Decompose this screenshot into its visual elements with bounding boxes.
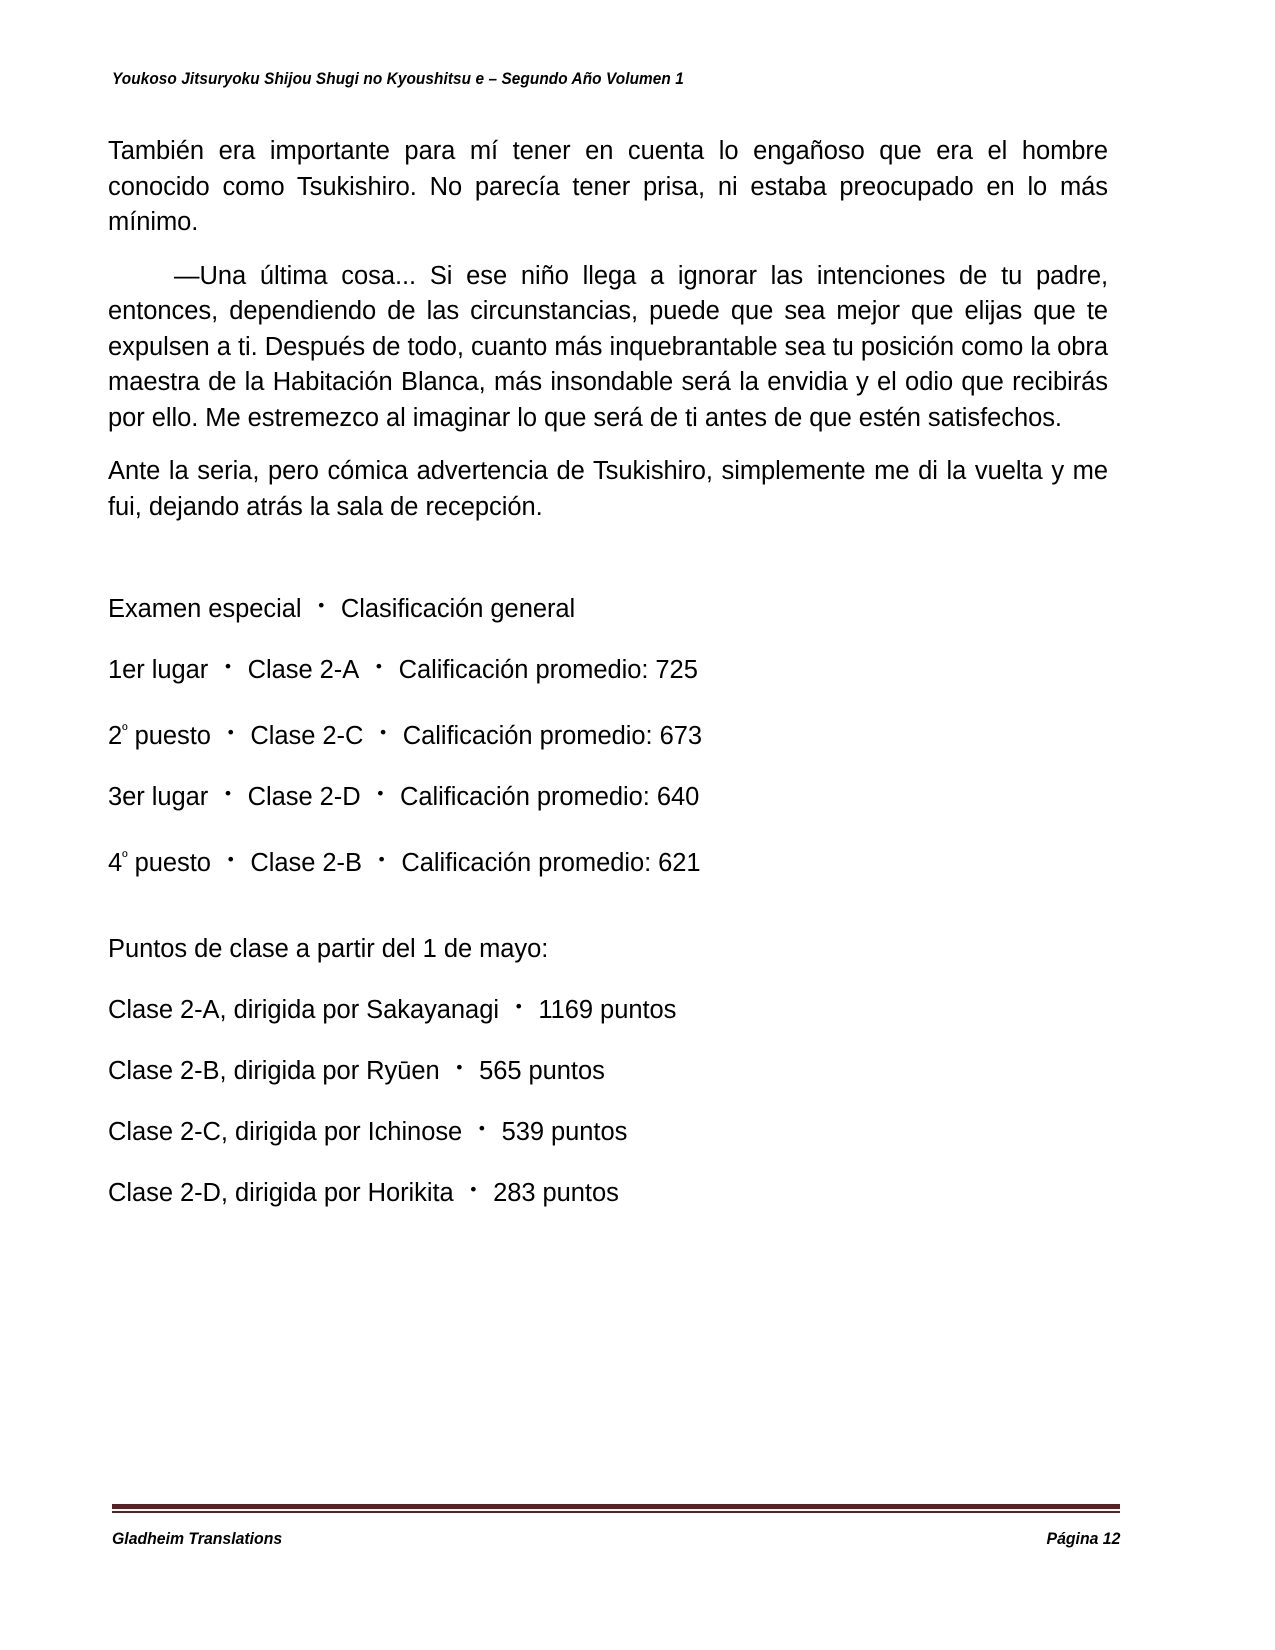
class-points-value-label: 565 puntos bbox=[479, 1057, 605, 1085]
class-points-class-label: Clase 2-C, dirigida por Ichinose bbox=[108, 1118, 463, 1146]
paragraph-spacer bbox=[108, 442, 1108, 454]
section-spacer bbox=[108, 878, 1108, 934]
exam-rank-tail: puesto bbox=[127, 722, 211, 750]
class-points-value-label: 539 puntos bbox=[501, 1118, 628, 1146]
class-points-class-label: Clase 2-A, dirigida por Sakayanagi bbox=[108, 996, 499, 1024]
class-points-row bbox=[108, 1117, 1108, 1147]
separator-dot-icon: ・ bbox=[370, 720, 396, 748]
exam-score-label: Calificación promedio: 621 bbox=[401, 849, 701, 877]
class-points-row bbox=[108, 1056, 1108, 1086]
exam-rank-label: 2 bbox=[108, 722, 123, 750]
ordinal-superscript: º bbox=[122, 722, 128, 739]
separator-dot-icon: ・ bbox=[308, 593, 334, 621]
exam-class-label: Clase 2-A bbox=[247, 656, 360, 684]
class-points-value-label: 1169 puntos bbox=[538, 996, 677, 1024]
separator-dot-icon: ・ bbox=[446, 1055, 473, 1083]
footer-rule-thin bbox=[112, 1511, 1120, 1513]
exam-rank-label: 3er lugar bbox=[108, 783, 209, 811]
class-points-section bbox=[108, 934, 1108, 1208]
exam-score-label: Calificación promedio: 640 bbox=[400, 783, 700, 811]
separator-dot-icon: ・ bbox=[366, 654, 392, 682]
exam-results-heading bbox=[108, 594, 1108, 624]
exam-heading-left: Examen especial bbox=[108, 595, 302, 623]
separator-dot-icon: ・ bbox=[217, 720, 244, 748]
exam-rank-tail: puesto bbox=[127, 849, 211, 877]
separator-dot-icon: ・ bbox=[215, 781, 241, 809]
exam-heading-right: Clasificación general bbox=[340, 595, 576, 623]
exam-results-section bbox=[108, 594, 1108, 878]
footer-divider bbox=[112, 1504, 1120, 1513]
exam-result-row bbox=[108, 716, 1108, 751]
exam-score-label: Calificación promedio: 725 bbox=[398, 656, 698, 684]
body-paragraph-3: Ante la seria, pero cómica advertencia de Tsukishiro, simplemente me di la vuelta y me fui, dejando atrás la sala de recepción. bbox=[108, 457, 1108, 521]
exam-result-row bbox=[108, 655, 1108, 685]
separator-dot-icon: ・ bbox=[215, 654, 241, 682]
document-footer bbox=[112, 1504, 1120, 1549]
separator-dot-icon: ・ bbox=[460, 1177, 487, 1205]
footer-row bbox=[112, 1529, 1120, 1549]
exam-rank-label: 1er lugar bbox=[108, 656, 209, 684]
separator-dot-icon: ・ bbox=[469, 1116, 495, 1144]
separator-dot-icon: ・ bbox=[368, 847, 395, 875]
exam-result-row bbox=[108, 782, 1108, 812]
class-points-row bbox=[108, 1178, 1108, 1208]
class-points-heading: Puntos de clase a partir del 1 de mayo: bbox=[108, 935, 549, 963]
class-points-class-label: Clase 2-B, dirigida por Ryūen bbox=[108, 1057, 440, 1085]
exam-score-label: Calificación promedio: 673 bbox=[402, 722, 702, 750]
separator-dot-icon: ・ bbox=[505, 994, 532, 1022]
exam-rank-label: 4 bbox=[108, 849, 123, 877]
class-points-row bbox=[108, 995, 1108, 1025]
body-paragraph-2: —Una última cosa... Si ese niño llega a ignorar las intenciones de tu padre, entonces, dependiendo de las circunstancias, puede que sea mejor que elijas que te expulsen a ti. Después de todo, cuanto más inquebrantable sea tu posición como la obra maestra de la Habitación Blanca, más insondable será la envidia y el odio que recibirás por ello. Me estremezco al imaginar lo que será de ti antes de que estén satisfechos. bbox=[108, 261, 1108, 432]
separator-dot-icon: ・ bbox=[217, 847, 244, 875]
class-points-value-label: 283 puntos bbox=[493, 1179, 619, 1207]
separator-dot-icon: ・ bbox=[367, 781, 394, 809]
document-header bbox=[112, 70, 1122, 89]
exam-result-row bbox=[108, 843, 1108, 878]
exam-class-label: Clase 2-B bbox=[250, 849, 362, 877]
exam-class-label: Clase 2-D bbox=[247, 783, 361, 811]
exam-class-label: Clase 2-C bbox=[250, 722, 364, 750]
header-title: Youkoso Jitsuryoku Shijou Shugi no Kyoushitsu e – Segundo Año Volumen 1 bbox=[112, 70, 684, 88]
footer-page-number: Página 12 bbox=[1046, 1529, 1120, 1548]
document-body bbox=[108, 134, 1108, 1208]
ordinal-superscript: º bbox=[122, 849, 128, 866]
class-points-class-label: Clase 2-D, dirigida por Horikita bbox=[108, 1179, 454, 1207]
body-paragraph-1: También era importante para mí tener en cuenta lo engañoso que era el hombre conocido como Tsukishiro. No parecía tener prisa, ni estaba preocupado en lo más mínimo. bbox=[108, 137, 1108, 236]
paragraph-spacer bbox=[108, 247, 1108, 259]
section-spacer bbox=[108, 531, 1108, 594]
footer-credit: Gladheim Translations bbox=[112, 1529, 283, 1548]
